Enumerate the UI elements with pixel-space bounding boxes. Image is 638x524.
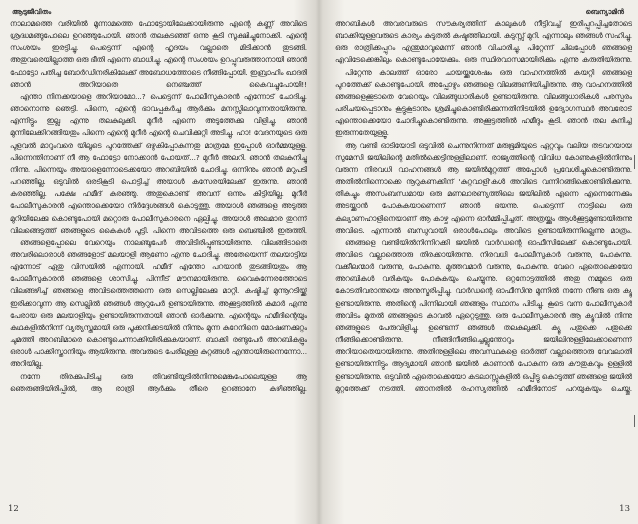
right-paragraph-4: ഞങ്ങളെ വണ്ടിയിൽനിന്നിറക്കി ജയിൽ വാർഡന്റെ ഓഫീസിലേക്ക് കൊണ്ടുപോയി. അവിടെ വല്ലാത്തൊരു തിരക്കായിരുന്നു. നിരവധി പോലീസുകാർ വരുന്നു, പോകുന്നു. വക്കീലന്മാർ വരുന്നു, പോകുന്നു. മുത്തവമാർ വരുന്നു, പോകുന്നു. വേറെ ഏതൊക്കെയോ അറബികൾ വരികയും പോകുകയും ചെയ്യുന്നു. ഒറ്റനോട്ടത്തിൽ അതു നമ്മുടെ ഒരു കോടതിവരാന്തയെ അനുസ്മരിപ്പിച്ചു. വാർഡന്റെ ഓഫീസിനു മുന്നിൽ നന്നേ നീണ്ട ഒരു ക്യൂ ഉണ്ടായിരുന്നു. അതിന്റെ പിന്നിലായി ഞങ്ങളും സ്ഥാനം പിടിച്ചു. കൂടെ വന്ന പോലീസുകാർ അവിടം മുതൽ ഞങ്ങളുടെ കാവൽ ഏറ്റെടുത്തു. ഒരു പോലീസുകാരൻ ആ ക്യൂവിൽ നിന്നു ഞങ്ങളുടെ പേരുവിളിച്ചു. ഉണ്ടെന്ന് ഞങ്ങൾ തലകുലുക്കി. ക്യൂ പതുക്കെ പതുക്കെ നീങ്ങിക്കൊണ്ടിരുന്നു. നീങ്ങിനീങ്ങിച്ചെല്ലുന്തോറും ജയിലിനുള്ളിലേക്കാണെന്ന് അറിയാതെയായിരുന്നു. അതിനുള്ളിലെ അവസ്ഥകളെ ഓർത്ത് വല്ലാത്തൊരു വേവലാതി ഉണ്ടായിരുന്നിട്ടും ആദ്യമായി ഞാൻ ജയിൽ കാണാൻ പോകുന്ന ഒരു കൗതുകവും ഉള്ളിൽ ഉണ്ടായിരുന്നു. ഒടുവിൽ ഏതൊക്കെയോ കടലാസ്സുകളിൽ ഒപ്പിട്ടു കൊടുത്ത് ഞങ്ങളെ ജയിൽ മുറ്റത്തേക്ക് നടത്തി. ഞാനതിൽ രഹസ്യത്തിൽ ഹമീദിനോട് പറയുകയും ചെയ്തു. <box>335 237 632 393</box>
left-running-head: ആടുജീവിതം <box>12 8 52 16</box>
left-body-text <box>10 18 307 498</box>
right-page <box>319 0 638 524</box>
right-body-text <box>335 18 632 498</box>
left-paragraph-3: ഞങ്ങളെപ്പോലെ വേറെയും നാലഞ്ചുപേർ അവിടിരിപ്പുണ്ടായിരുന്നു. വിലങ്ങിടാതെ അവരിലൊരാൾ ഞങ്ങളോട് മലയാളി ആണോ എന്നു ചോദിച്ചു. അതേയെന്ന് തലയാട്ടിയ എന്നോട് ഏതു വിസയിൽ എന്നായി. ഹമീദ് എന്തോ പറയാൻ തുടങ്ങിയതും ആ പോലീസുകാരൻ ഞങ്ങളെ ശാസിച്ചു. പിന്നീട് മൗനമായിരുന്നു. വൈകുന്നേരത്തോടെ വിലങ്ങഴിച്ച് ഞങ്ങളെ അവിടത്തെത്തന്നെ ഒരു സെല്ലിലേക്കു മാറ്റി. കഷ്ടിച്ച് മുന്നൂറടിയ്ക്ക് ഇരിക്കാവുന്ന ആ സെല്ലിൽ ഞങ്ങൾ ആറുപേർ ഉണ്ടായിരുന്നു. അക്കൂട്ടത്തിൽ കുമാർ എന്നു പേരായ ഒരു മലയാളിയും ഉണ്ടായിരുന്നതായി ഞാൻ ഓർക്കുന്നു. എന്റെയും ഹമീദിന്റെയും കഥകളിൽനിന്ന് വ്യത്യസ്തമായി ഒരു പൂക്കനിക്കടയിൽ നിന്നും മുന്ന കുറേനിനെ മോഷണക്കുറ്റം ചുമത്തി അറബിമാരെ കൊണ്ടുചെന്നാക്കിയിരിക്കുകയാണ്. ബാക്കി രണ്ടുപേർ അറബികളും ഒരാൾ പാക്കിസ്താനിയും ആയിരുന്നു. അവരുടെ പേരിലുള്ള കുറ്റങ്ങൾ എന്തായിരുന്നെന്നോ... അറിയില്ല. <box>10 237 307 369</box>
right-paragraph-2: പിറ്റേന്നു കാലത്ത് ഓരോ ചായയ്ക്കുശേഷം ഒരു വാഹനത്തിൽ കയറ്റി ഞങ്ങളെ പുറത്തേക്ക് കൊണ്ടുപോയി. അപ്പോഴും ഞങ്ങളെ വിലങ്ങണിയിച്ചിരുന്നു. ആ വാഹനത്തിൽ ഞങ്ങളെക്കൂടാതെ വേറെയും വിലങ്ങുധാരികൾ ഉണ്ടായിരുന്നു. വിലങ്ങുധാരികൾ പരസ്പരം പരിചയപ്പെടാനും കൂട്ടുകൂടാനും ശ്രമിച്ചുകൊണ്ടിരിക്കുന്നതിനിടയിൽ ഉദ്യോഗസ്ഥർ അവരോട് എന്തൊക്കെയോ ചോദിച്ചുകൊണ്ടിരുന്നു. അക്കൂട്ടത്തിൽ ഹമീദും കൂടി. ഞാൻ തല കുനിച്ച് ഇരുന്നതേയുള്ളൂ. <box>335 67 632 138</box>
left-page-number: 12 <box>8 504 19 514</box>
margin-mark-1 <box>634 155 635 169</box>
right-running-head: ബെന്യാമിൻ <box>585 8 624 16</box>
margin-mark-2 <box>634 415 635 427</box>
left-paragraph-4: നന്നേ തിരക്കുപിടിച്ച ഒരു തിവണ്ടിയുടിൽനിന്നുമെങ്കുപോലെയുള്ള ആ ഞെരുങ്ങിയിരിപ്പിൽ, ആ രാത്രി ആർക്കും തീരെ ഉറങ്ങാനേ കഴിഞ്ഞില്ല. <box>10 371 307 393</box>
right-paragraph-1: അറബികൾ അവരവരുടെ സൗകര്യത്തിന് കാലുകൾ നീട്ടിവച്ച് ഇരിപ്പുറപ്പിച്ചതോടെ ബാക്കിയുള്ളവരുടെ കാര്യം കുടുതൽ കഷ്ടത്തിലായി. കുടുസ്സ് മുറി. എന്നാലും ഞങ്ങൾ സഹിച്ചു. ഒരു രാത്രിക്കപ്പുറം എന്തുമാവുമെന്ന് ഞാൻ വിചാരിച്ചു. പിറ്റേന്ന് ചിലപ്പോൾ ഞങ്ങളെ എവിടേക്കെങ്കിലും കൊണ്ടുപോയേക്കും. ഒരു സ്ഥിരവാസമായിരിക്കും എന്നു കരുതിയിരുന്നു. <box>335 19 632 65</box>
left-paragraph-1: നാലാമത്തെ വരിയിൽ മൂന്നാമത്തെ ഫോട്ടോയിലേക്കായിരുന്നു എന്റെ കണ്ണ് അവിടെ ശ്രദ്ധമങ്ങുപോലെ ഉറഞ്ഞുപോയി. ഞാൻ തലകുടഞ്ഞ് ഒന്നു കൂടി സൂക്ഷിച്ചുനോക്കി. എന്റെ സംശയം ഇരട്ടിച്ചു. പെട്ടെന്ന് എന്റെ ഹൃദയം വല്ലാതെ മിടിക്കാൻ തുടങ്ങി. അതുവരെയില്ലാത്ത ഒരു ഭീതി എന്നെ ബാധിച്ചു. എന്റെ സംശയം ഉറപ്പുവരുത്താനായി ഞാൻ ഫോട്ടോ പതിച്ച ബോർഡിനരികിലേക്ക് അബോധത്തോടെ നീങ്ങിപ്പോയി. ഇബ്രാഹിം ഖാദരി ഞാൻ അറിയാതെ നെഞ്ചത്ത് കൈവച്ചുപോയി!! <box>10 19 307 89</box>
right-page-number: 13 <box>619 504 630 514</box>
left-paragraph-2: എന്താ നിനക്കയാളെ അറിയാമോ...? പെട്ടെന്ന് പോലീസുകാരൻ എന്നോട് ചോദിച്ചു. ഞാനൊന്നു ഞെട്ടി. പിന്നെ, എന്റെ ഭാവപ്പകർച്ച ആർക്കും മനസ്സിലാവുന്നതായിരുന്നു. എന്നിട്ടും ഇല്ല എന്നു തലകുലുക്കി. മുറീർ എന്നെ അടുത്തേക്കു വിളിച്ചു. ഞാൻ മുന്നിലേക്കിറങ്ങിയതും പിന്നെ എന്റെ മുറീർ എന്റെ ചെവിക്കുറ്റി അടിച്ചു. ഹാ! വേദനയുടെ ഒരു പുളവൽ മാറുംവരെ യിലൂടെ പുറത്തേക്ക് ഒഴുകിപ്പോകുന്നതു മാത്രമേ ഇപ്പോൾ ഓർമ്മയുള്ളൂ. പിന്നെന്തിനാണ് നീ ആ ഫോട്ടോ നോക്കാൻ പോയത്...? മുറീർ അലറി. ഞാൻ തലകുനിച്ചു നിന്നു. പിന്നെയും അയാളെന്നോടെക്കയോ അറബിയിൽ ചോദിച്ചു. ഒന്നിനും ഞാൻ മറുപടി പറഞ്ഞില്ല. ഒടുവിൽ ഒരടികൂടി പൊട്ടിച്ച് അയാൾ കസേരയിലേക്ക് ഇരുന്നു. ഞാൻ കരഞ്ഞില്ല. പക്ഷേ ഹമീദ് കരഞ്ഞു. അതുകൊണ്ട് അവന് ഒന്നും കിട്ടിയില്ല. മുറീർ പോലീസുകാരൻ എന്തൊക്കെയോ നിർദ്ദേശങ്ങൾ കൊടുത്തു. അയാൾ ഞങ്ങളെ അടുത്ത മുറിയിലേക്കു കൊണ്ടുപോയി മറ്റൊരു പോലീസുകാരനെ ഏല്പിച്ചു. അയാൾ അലമാര തുറന്ന് വിലങ്ങെടുത്ത് ഞങ്ങളുടെ കൈകൾ പൂട്ടി. പിന്നെ അവിടത്തെ ഒരു ബെഞ്ചിൽ ഇരുത്തി. <box>10 91 307 235</box>
right-paragraph-3: ആ വണ്ടി ഓടിയോടി ഒടുവിൽ ചെന്നുനിന്നത് മരുഭൂമിയുടെ ഏറ്റവും വലിയ തടവറയായ സുമേസി ജയിലിന്റെ മതിൽക്കെട്ടിനുള്ളിലാണ്. രാജ്യത്തിന്റെ വിവിധ കോണുകളിൽനിന്നും വരുന്ന നിരവധി വാഹനങ്ങൾ ആ ജയിൽമുറ്റത്ത് അപ്പോൾ പ്രവേശിച്ചുകൊണ്ടിരുന്നു. അതിൽനിന്നൊക്കെ നൂറുകണക്കിന് 'കുറ്റവാളി'കൾ അവിടെ വന്നിറങ്ങിക്കൊണ്ടിരിക്കുന്നു. തികച്ചും അസംബന്ധമായ ഒരു മണലാരണ്യത്തിലെ ജയിലിൽ എന്നെ എന്നെന്നേക്കും അടയ്ക്കാൻ പോകുകയാണെന്ന് ഞാൻ ഭയന്നു. പെട്ടെന്ന് നാട്ടിലെ ഒരു കല്യാണഹാളിനെയാണ് ആ കാഴ്ച എന്നെ ഓർമ്മിപ്പിച്ചത്. അത്രയ്ക്കും ആൾക്കൂട്ടമുണ്ടായിരുന്നു അവിടെ. എന്നാൽ ബന്ധുവായി ഒരാൾപോലും അവിടെ ഉണ്ടായിരുന്നില്ലെന്നു മാത്രം. <box>335 140 632 235</box>
